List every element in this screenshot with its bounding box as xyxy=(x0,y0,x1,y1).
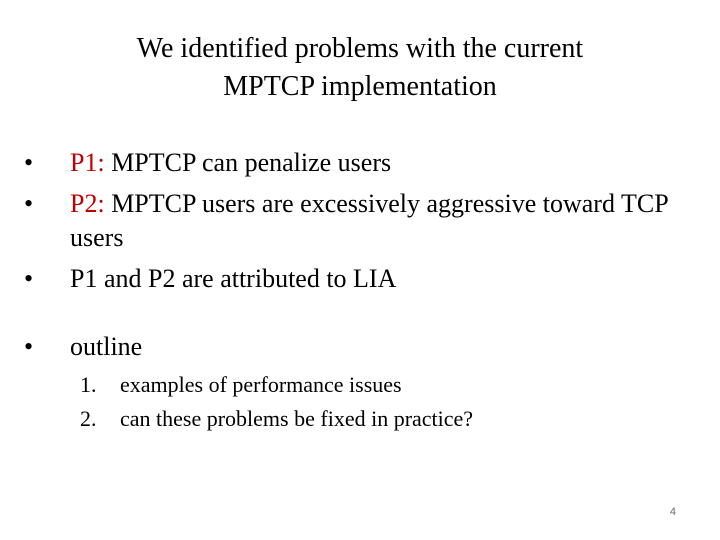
bullet-list xyxy=(24,146,704,443)
slide-title xyxy=(0,30,720,106)
page-number: 4 xyxy=(669,506,676,518)
bullet-marker: • xyxy=(24,332,34,361)
outline-list xyxy=(70,368,704,436)
bullet-marker: • xyxy=(24,264,34,293)
outline-item-1 xyxy=(70,368,704,402)
bullet-tag-p1: P1: xyxy=(70,148,105,177)
outline-text-2: can these problems be fixed in practice? xyxy=(120,406,474,431)
outline-number-1: 1. xyxy=(80,372,97,397)
bullet-marker: • xyxy=(24,189,34,218)
outline-number-2: 2. xyxy=(80,406,97,431)
bullet-item-lia xyxy=(24,262,704,296)
bullet-text-lia: P1 and P2 are attributed to LIA xyxy=(70,264,397,293)
outline-item-2 xyxy=(70,402,704,436)
bullet-marker: • xyxy=(24,148,34,177)
bullet-tag-p2: P2: xyxy=(70,189,105,218)
bullet-item-p2 xyxy=(24,187,704,255)
bullet-text-p1: MPTCP can penalize users xyxy=(104,148,392,177)
bullet-text-outline: outline xyxy=(70,332,143,361)
slide-title-line-1: We identified problems with the current xyxy=(136,33,584,64)
outline-text-1: examples of performance issues xyxy=(120,372,402,397)
slide-title-line-2: MPTCP implementation xyxy=(223,71,497,102)
bullet-item-p1 xyxy=(24,146,704,180)
bullet-text-p2: MPTCP users are excessively aggressive toward TCP users xyxy=(70,189,668,252)
bullet-item-outline xyxy=(24,330,704,436)
